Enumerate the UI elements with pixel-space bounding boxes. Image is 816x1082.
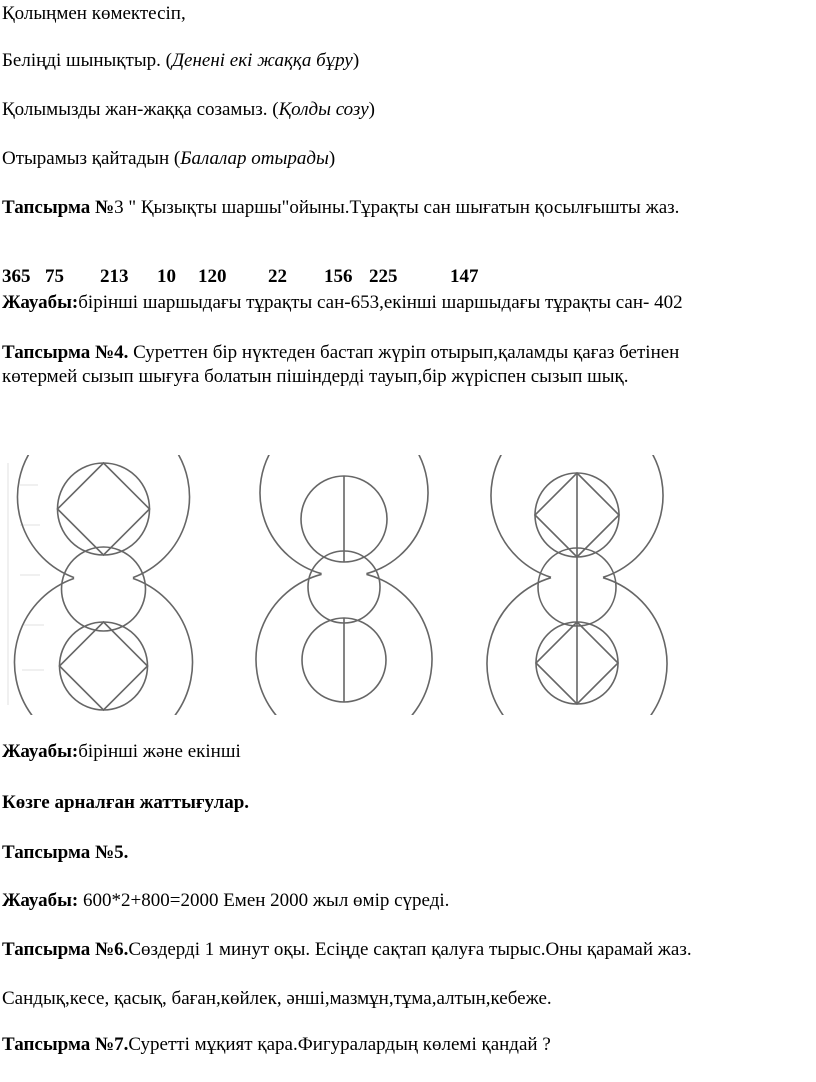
line-arms-text: Қолымызды жан-жаққа созамыз. ( — [2, 99, 279, 120]
task3-text: " Қызықты шаршы"ойыны.Тұрақты сан шығатын қосылғышты жаз. — [123, 197, 680, 218]
figure-circle-middle — [62, 547, 146, 631]
line-waist-text: Беліңді шынықтыр. ( — [2, 50, 172, 71]
task7-label: Тапсырма №7. — [2, 1034, 129, 1055]
number-item: 22 — [268, 266, 287, 287]
number-item: 225 — [369, 266, 398, 287]
answer4-text: бірінші және екінші — [78, 741, 241, 762]
answer3-label: Жауабы: — [2, 292, 79, 313]
line-arms — [2, 99, 375, 121]
figure-3 — [487, 455, 667, 715]
line-waist-italic: Денені екі жаққа бұру — [171, 50, 353, 71]
answer5-text: 600*2+800=2000 Емен 2000 жыл өмір сүреді. — [78, 890, 450, 911]
line-waist-end: ) — [352, 50, 360, 71]
task4-text2: көтермей сызып шығуға болатын пішіндерді тауып,бір жүріспен сызып шық. — [2, 366, 629, 387]
number-item: 75 — [45, 266, 64, 287]
figure-outer-bottom — [14, 578, 192, 715]
line-sit-text: Отырамыз қайтадын ( — [2, 148, 181, 169]
scan-artifacts — [8, 463, 44, 705]
number-item: 120 — [198, 266, 227, 287]
answer4 — [2, 741, 241, 763]
figure-1 — [14, 455, 192, 715]
line-hands: Қолыңмен көмектесіп, — [2, 3, 186, 24]
number-item: 147 — [450, 266, 479, 287]
answer5-label: Жауабы: — [2, 890, 79, 911]
task6-text: Сөздерді 1 минут оқы. Есіңде сақтап қалуға тырыс.Оны қарамай жаз. — [128, 939, 692, 960]
number-item: 10 — [157, 266, 176, 287]
answer3-text: бірінші шаршыдағы тұрақты сан-653,екінші шаршыдағы тұрақты сан- 402 — [78, 292, 683, 313]
number-item: 156 — [324, 266, 353, 287]
figure-circle-bottom — [60, 622, 148, 710]
line-sit-end: ) — [328, 148, 336, 169]
line-waist — [2, 50, 359, 72]
task6-heading — [2, 939, 692, 961]
answer4-label: Жауабы: — [2, 741, 79, 762]
answer5 — [2, 890, 449, 912]
line-arms-italic: Қолды созу — [278, 99, 369, 120]
task7-text: Суретті мұқият қара.Фигуралардың көлемі қандай ? — [128, 1034, 551, 1055]
task6-label: Тапсырма №6. — [2, 939, 129, 960]
figure-outer-top — [17, 455, 189, 578]
figure-circle-top — [58, 463, 150, 555]
line-arms-end: ) — [368, 99, 375, 120]
word-list: Сандық,кесе, қасық, баған,көйлек, әнші,мазмұн,тұма,алтын,кебеже. — [2, 988, 552, 1009]
task4-label: Тапсырма №4. — [2, 342, 129, 363]
figure-group — [0, 455, 816, 715]
task7-heading — [2, 1034, 551, 1056]
figure-2 — [256, 455, 432, 715]
number-item: 213 — [100, 266, 129, 287]
task4-text1: Суреттен бір нүктеден бастап жүріп отырып,қаламды қағаз бетінен — [128, 342, 680, 363]
line-sit-italic: Балалар отырады — [180, 148, 329, 169]
number-item: 365 — [2, 266, 31, 287]
task3-heading — [2, 197, 679, 219]
task3-label: Тапсырма № — [2, 197, 115, 218]
task5-heading: Тапсырма №5. — [2, 842, 129, 863]
answer3 — [2, 292, 683, 314]
task3-number: 3 — [114, 197, 124, 218]
task4-heading — [2, 342, 679, 364]
eye-exercises-heading: Көзге арналған жаттығулар. — [2, 792, 250, 813]
line-sit — [2, 148, 335, 170]
